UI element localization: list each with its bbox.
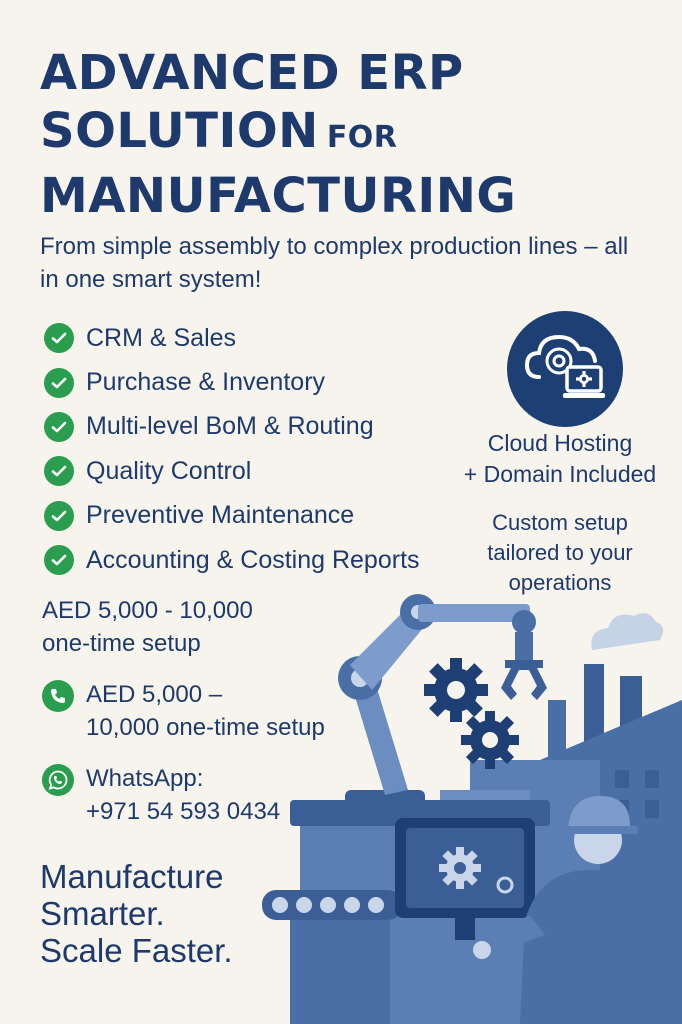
check-icon [44,368,74,398]
chimney-3 [548,700,566,760]
feature-item [44,316,420,360]
check-icon [44,412,74,442]
price-block [42,594,253,660]
contact-price-line-2: 10,000 one-time setup [86,714,325,741]
contact-price-row [42,678,325,744]
cloud-laptop-gear-icon [507,311,623,427]
subtitle: From simple assembly to complex production lines – all in one smart system! [40,233,629,293]
headline-line-2 [40,102,516,167]
headline-line-3: MANUFACTURING [40,168,517,224]
worker-body [520,870,670,1024]
feature-item [44,360,420,404]
hard-hat [564,796,636,832]
conveyor-belt [262,890,402,920]
feature-label: Purchase & Inventory [86,368,326,397]
headline [40,44,516,225]
feature-label: CRM & Sales [86,323,237,352]
robot-joint-2 [400,594,436,630]
feature-item [44,449,420,493]
conveyor-stand [290,920,390,1024]
cloud-hosting-text [420,428,682,490]
tagline-line-3: Scale Faster. [40,932,233,969]
gear-icon-large [424,658,488,722]
custom-setup-line-3: operations [508,570,612,595]
robot-arm-lower [350,672,408,795]
whatsapp-number[interactable]: +971 54 593 0434 [86,798,281,825]
factory-roof [540,700,682,760]
whatsapp-label: WhatsApp: [86,765,204,792]
headline-solution: SOLUTION [40,103,319,159]
factory-building-2 [440,790,530,1024]
monitor-screen [406,828,524,908]
tagline-line-2: Smarter. [40,895,165,932]
robot-joint-1 [338,656,382,700]
feature-label: Quality Control [86,456,252,485]
contact-price-text [86,678,325,744]
chimney-1 [584,664,604,760]
factory-building-3 [600,740,682,1024]
cloud-hosting-line-1: Cloud Hosting [487,430,633,456]
monitor-gear-icon [439,847,481,889]
robot-joint-3 [512,610,536,634]
feature-label: Preventive Maintenance [86,501,355,530]
headline-line-1: ADVANCED ERP [40,45,464,101]
robot-arm-forearm [418,604,530,622]
feature-label: Multi-level BoM & Routing [86,412,374,441]
check-icon [44,501,74,531]
robot-base [345,790,425,820]
feature-item [44,494,420,538]
robot-arm-upper [350,605,428,690]
feature-list [44,316,420,582]
check-icon [44,323,74,353]
cloud-hosting-line-2: + Domain Included [463,461,657,487]
custom-setup-text [440,508,680,598]
headline-for: FOR [326,120,398,155]
feature-item [44,538,420,582]
robot-wrist [515,632,533,660]
factory-windows [455,770,659,853]
monitor-stand [455,918,475,940]
smoke-cloud [591,613,663,650]
whatsapp-row[interactable] [42,762,280,828]
check-icon [44,545,74,575]
monitor-frame [395,818,535,918]
worker-hand [473,941,491,959]
contact-price-line-1: AED 5,000 – [86,681,223,708]
tagline [40,858,233,969]
chimney-2 [620,676,642,766]
worker-arm [482,915,545,958]
machine-top [290,800,550,826]
custom-setup-line-1: Custom setup [492,510,628,535]
conveyor-rollers [272,897,384,913]
whatsapp-text[interactable] [86,762,280,828]
machine-body [300,820,540,1024]
worker-head [574,816,622,864]
robot-gripper [501,660,547,700]
factory-building-1 [470,760,682,1024]
whatsapp-icon [42,764,74,796]
custom-setup-line-2: tailored to your [487,540,633,565]
feature-label: Accounting & Costing Reports [86,545,420,574]
tagline-line-1: Manufacture [40,858,224,895]
price-line-1: AED 5,000 - 10,000 [42,597,253,624]
gear-icon-small [461,711,519,769]
check-icon [44,456,74,486]
phone-icon [42,680,74,712]
price-line-2: one-time setup [42,630,201,657]
feature-item [44,405,420,449]
